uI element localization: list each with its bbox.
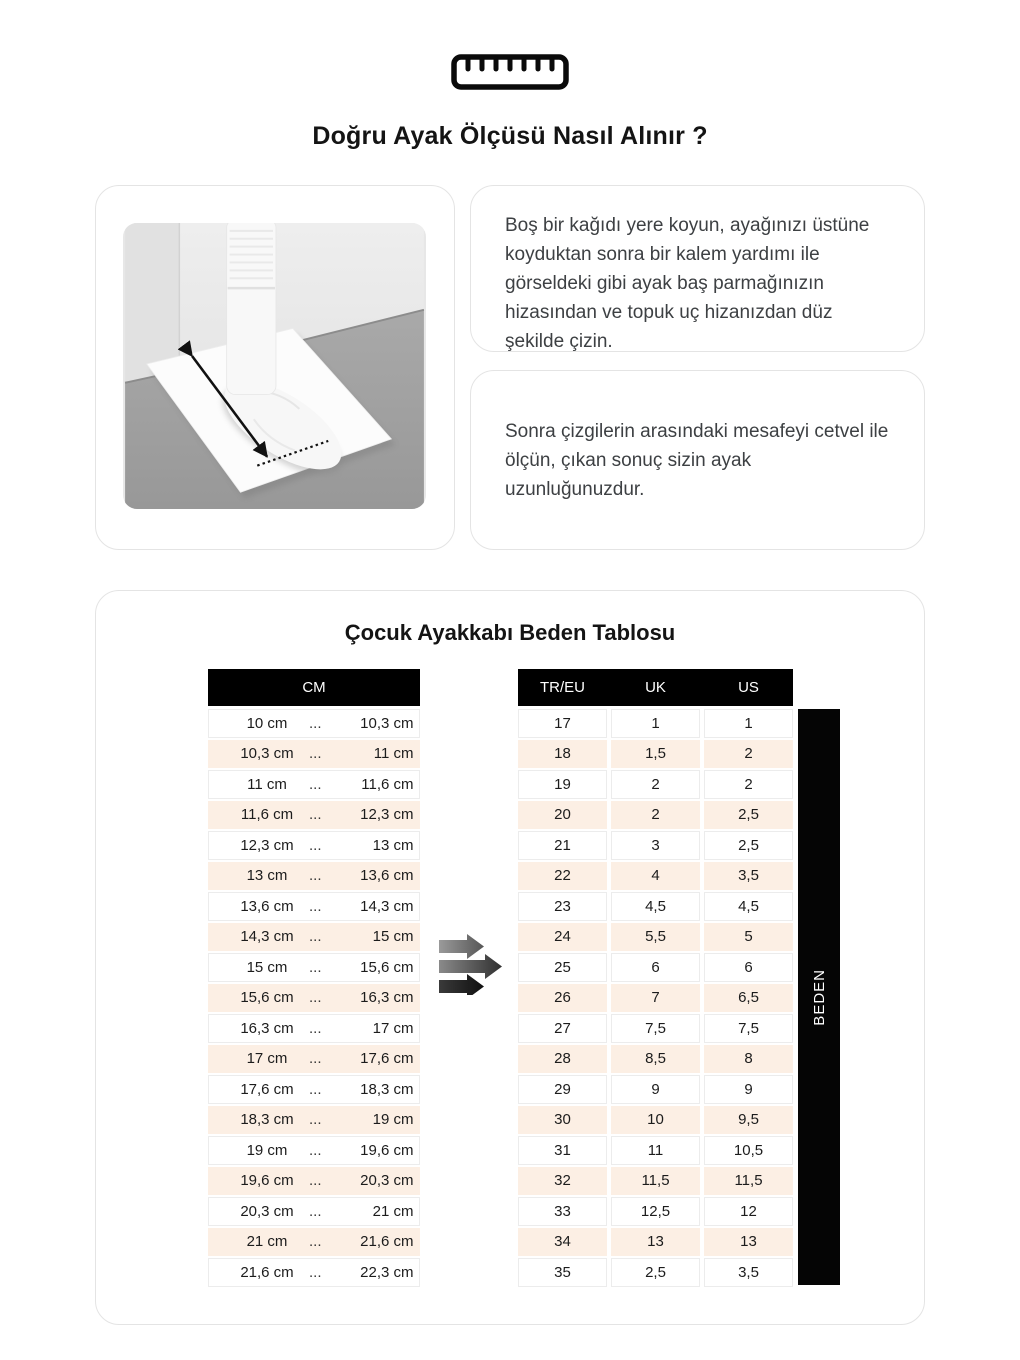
instruction-step-2-card [470,370,925,550]
cm-range-separator: ... [309,836,322,854]
size-tables-row [96,669,924,1289]
size-row [518,1228,793,1257]
size-cell-us: 3,5 [704,1258,793,1287]
size-row [518,770,793,799]
cm-to-value: 13 cm [372,836,414,854]
cm-range-separator: ... [309,1080,322,1098]
cm-to-value: 21,6 cm [360,1233,414,1251]
cm-to-value: 16,3 cm [360,989,414,1007]
size-cell-us: 8 [704,1045,793,1074]
size-cell-us: 1 [704,709,793,738]
cm-range-row [208,1136,420,1165]
size-cell-uk: 1 [611,709,700,738]
size-cell-tr-eu: 25 [518,953,607,982]
cm-range-row [208,801,420,830]
size-cell-us: 11,5 [704,1167,793,1196]
size-conversion-table [518,669,793,1289]
size-cell-uk: 2,5 [611,1258,700,1287]
cm-range-separator: ... [309,714,322,732]
cm-range-separator: ... [309,958,322,976]
size-cell-tr-eu: 20 [518,801,607,830]
cm-range-separator: ... [309,1172,322,1190]
cm-to-value: 10,3 cm [360,714,414,732]
cm-range-separator: ... [309,897,322,915]
size-cell-uk: 5,5 [611,923,700,952]
size-cell-uk: 13 [611,1228,700,1257]
size-cell-us: 5 [704,923,793,952]
cm-range-separator: ... [309,1019,322,1037]
size-row [518,1258,793,1287]
cm-from-value: 15 cm [246,958,288,976]
cm-range-row [208,831,420,860]
size-cell-us: 2 [704,740,793,769]
cm-from-value: 21,6 cm [240,1263,294,1281]
foot-on-paper-illustration [123,223,426,509]
size-cell-tr-eu: 27 [518,1014,607,1043]
beden-side-label-text: BEDEN [810,968,828,1026]
size-conversion-arrows-icon [438,927,504,1000]
size-cell-us: 3,5 [704,862,793,891]
size-cell-tr-eu: 29 [518,1075,607,1104]
ruler-icon [0,54,1020,90]
size-cell-uk: 10 [611,1106,700,1135]
cm-from-value: 17,6 cm [240,1080,294,1098]
size-cell-us: 12 [704,1197,793,1226]
cm-from-value: 18,3 cm [240,1111,294,1129]
size-row [518,1136,793,1165]
size-cell-tr-eu: 33 [518,1197,607,1226]
cm-to-value: 21 cm [372,1202,414,1220]
cm-range-row [208,892,420,921]
instruction-step-1-text: Boş bir kağıdı yere koyun, ayağınızı üstüne koyduktan sonra bir kalem yardımı ile görseldeki gibi ayak baş parmağınızın hizasından ve topuk uç hizanızdan düz şekilde çizin. [505,215,870,352]
size-row [518,984,793,1013]
size-cell-tr-eu: 23 [518,892,607,921]
cm-range-row [208,953,420,982]
size-row [518,953,793,982]
cm-range-separator: ... [309,1202,322,1220]
size-row [518,801,793,830]
cm-to-value: 13,6 cm [360,867,414,885]
cm-range-row [208,1014,420,1043]
cm-from-value: 10,3 cm [240,745,294,763]
size-column-header-uk: UK [645,679,666,696]
page-title: Doğru Ayak Ölçüsü Nasıl Alınır ? [312,122,708,150]
cm-to-value: 19,6 cm [360,1141,414,1159]
size-cell-tr-eu: 21 [518,831,607,860]
size-cell-tr-eu: 18 [518,740,607,769]
cm-range-separator: ... [309,1111,322,1129]
cm-range-row [208,984,420,1013]
size-cell-us: 4,5 [704,892,793,921]
cm-range-row [208,709,420,738]
size-table-title: Çocuk Ayakkabı Beden Tablosu [344,620,676,645]
size-cell-tr-eu: 22 [518,862,607,891]
cm-range-separator: ... [309,1263,322,1281]
cm-to-value: 17 cm [372,1019,414,1037]
size-cell-tr-eu: 35 [518,1258,607,1287]
cm-to-value: 15 cm [372,928,414,946]
cm-range-separator: ... [309,1141,322,1159]
size-cell-tr-eu: 28 [518,1045,607,1074]
size-row [518,709,793,738]
size-cell-uk: 12,5 [611,1197,700,1226]
foot-measurement-photo-card [95,185,455,550]
cm-to-value: 17,6 cm [360,1050,414,1068]
size-cell-tr-eu: 32 [518,1167,607,1196]
size-table-card [95,590,925,1325]
cm-to-value: 19 cm [372,1111,414,1129]
cm-from-value: 14,3 cm [240,928,294,946]
cm-from-value: 13,6 cm [240,897,294,915]
size-row [518,740,793,769]
size-cell-uk: 2 [611,770,700,799]
cm-from-value: 21 cm [246,1233,288,1251]
size-cell-tr-eu: 17 [518,709,607,738]
size-cell-us: 2 [704,770,793,799]
size-row [518,1106,793,1135]
size-table-body [518,709,793,1287]
size-cell-uk: 2 [611,801,700,830]
cm-to-value: 11 cm [373,745,414,763]
size-cell-us: 2,5 [704,801,793,830]
size-row [518,1014,793,1043]
cm-range-separator: ... [309,867,322,885]
cm-table-header: CM [208,669,420,706]
cm-range-separator: ... [309,928,322,946]
size-cell-us: 9,5 [704,1106,793,1135]
cm-to-value: 15,6 cm [360,958,414,976]
cm-from-value: 17 cm [246,1050,288,1068]
size-row [518,1045,793,1074]
size-cell-uk: 9 [611,1075,700,1104]
size-cell-us: 13 [704,1228,793,1257]
size-table-header-row [518,669,793,706]
cm-range-row [208,1197,420,1226]
cm-to-value: 18,3 cm [360,1080,414,1098]
size-row [518,831,793,860]
cm-range-row [208,923,420,952]
cm-range-row [208,862,420,891]
cm-range-separator: ... [309,1050,322,1068]
size-cell-tr-eu: 31 [518,1136,607,1165]
foot-measurement-photo [123,223,426,509]
size-cell-us: 7,5 [704,1014,793,1043]
size-cell-tr-eu: 34 [518,1228,607,1257]
size-cell-uk: 7 [611,984,700,1013]
instruction-step-2-text: Sonra çizgilerin arasındaki mesafeyi cetvel ile ölçün, çıkan sonuç sizin ayak uzunluğunuzdur. [505,420,889,500]
cm-to-value: 22,3 cm [360,1263,414,1281]
cm-to-value: 11,6 cm [361,775,414,793]
cm-range-row [208,1167,420,1196]
cm-from-value: 10 cm [246,714,288,732]
size-cell-us: 6 [704,953,793,982]
measurement-instructions-section [95,185,925,550]
size-cell-uk: 3 [611,831,700,860]
size-cell-uk: 4,5 [611,892,700,921]
cm-range-separator: ... [309,989,322,1007]
size-cell-us: 9 [704,1075,793,1104]
cm-from-value: 13 cm [246,867,288,885]
cm-range-row [208,1045,420,1074]
size-column-header-tr-eu: TR/EU [540,679,585,696]
instruction-step-1-card [470,185,925,352]
cm-to-value: 20,3 cm [360,1172,414,1190]
cm-from-value: 19,6 cm [240,1172,294,1190]
cm-range-row [208,770,420,799]
size-cell-uk: 11,5 [611,1167,700,1196]
cm-range-row [208,1075,420,1104]
cm-range-row [208,1258,420,1287]
cm-range-row [208,740,420,769]
cm-table-body [208,709,420,1287]
cm-from-value: 20,3 cm [240,1202,294,1220]
size-cell-tr-eu: 26 [518,984,607,1013]
size-cell-uk: 6 [611,953,700,982]
cm-from-value: 11 cm [247,775,287,793]
size-cell-tr-eu: 30 [518,1106,607,1135]
size-cell-uk: 4 [611,862,700,891]
size-cell-us: 10,5 [704,1136,793,1165]
cm-range-separator: ... [309,806,322,824]
size-cell-uk: 11 [611,1136,700,1165]
size-cell-us: 2,5 [704,831,793,860]
cm-from-value: 12,3 cm [240,836,294,854]
size-cell-uk: 8,5 [611,1045,700,1074]
cm-range-table [208,669,420,1289]
size-row [518,862,793,891]
size-row [518,1197,793,1226]
cm-from-value: 19 cm [246,1141,288,1159]
cm-range-row [208,1228,420,1257]
cm-range-separator: ... [309,1233,322,1251]
size-row [518,892,793,921]
size-row [518,1167,793,1196]
instruction-steps-column [470,185,925,550]
cm-from-value: 11,6 cm [240,806,294,824]
cm-to-value: 12,3 cm [360,806,414,824]
cm-range-row [208,1106,420,1135]
size-column-header-us: US [738,679,759,696]
size-row [518,923,793,952]
size-cell-tr-eu: 19 [518,770,607,799]
cm-from-value: 15,6 cm [240,989,294,1007]
cm-from-value: 16,3 cm [240,1019,294,1037]
cm-to-value: 14,3 cm [360,897,414,915]
cm-range-separator: ... [309,745,322,763]
beden-side-label [798,709,840,1285]
size-row [518,1075,793,1104]
size-cell-tr-eu: 24 [518,923,607,952]
size-cell-uk: 1,5 [611,740,700,769]
size-cell-uk: 7,5 [611,1014,700,1043]
size-cell-us: 6,5 [704,984,793,1013]
cm-range-separator: ... [309,775,322,793]
